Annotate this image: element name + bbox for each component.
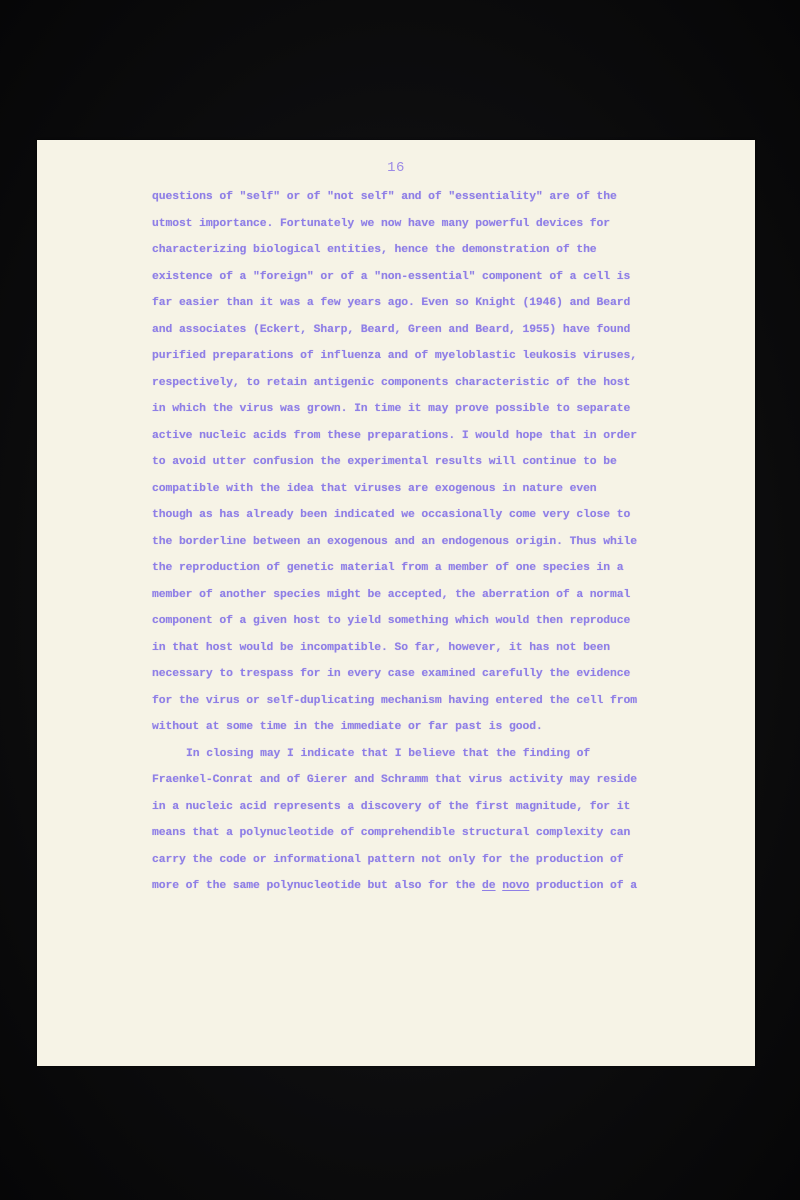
- text-line-25: means that a polynucleotide of comprehendible structural complexity can: [152, 827, 631, 839]
- text-line-24: in a nucleic acid represents a discovery of the first magnitude, for it: [152, 800, 631, 813]
- text-line-26: carry the code or informational pattern not only for the production of: [152, 853, 624, 866]
- text-line-10: active nucleic acids from these preparations. I would hope that in order: [152, 429, 637, 442]
- text-line-21: without at some time in the immediate or far past is good.: [152, 721, 543, 733]
- underlined-de: de: [482, 880, 496, 892]
- text-line-17: component of a given host to yield something which would then reproduce: [152, 615, 631, 627]
- text-line-3: characterizing biological entities, hence the demonstration of the: [152, 244, 597, 256]
- text-line-27: [152, 873, 712, 900]
- text-line-1: questions of "self" or of "not self" and of "essentiality" are of the: [152, 191, 617, 203]
- text-line-22: In closing may I indicate that I believe that the finding of: [186, 747, 591, 760]
- text-line-9: in which the virus was grown. In time it may prove possible to separate: [152, 403, 631, 415]
- text-line-16: member of another species might be accepted, the aberration of a normal: [152, 588, 631, 601]
- text-line-2: utmost importance. Fortunately we now have many powerful devices for: [152, 217, 611, 230]
- text-line-12: compatible with the idea that viruses are exogenous in nature even: [152, 482, 597, 495]
- text-line-23: Fraenkel-Conrat and of Gierer and Schramm that virus activity may reside: [152, 774, 637, 786]
- text-line-19: necessary to trespass for in every case examined carefully the evidence: [152, 668, 631, 680]
- text-line-6: and associates (Eckert, Sharp, Beard, Green and Beard, 1955) have found: [152, 323, 631, 336]
- text-line-5: far easier than it was a few years ago. Even so Knight (1946) and Beard: [152, 297, 631, 309]
- body-text: [152, 184, 712, 900]
- text-line-7: purified preparations of influenza and of myeloblastic leukosis viruses,: [152, 350, 637, 362]
- text-line-14: the borderline between an exogenous and an endogenous origin. Thus while: [152, 535, 637, 548]
- text-line-20: for the virus or self-duplicating mechanism having entered the cell from: [152, 694, 637, 707]
- text-line-15: the reproduction of genetic material from a member of one species in a: [152, 562, 624, 574]
- underlined-novo: novo: [502, 880, 530, 892]
- text-line-27-start: more of the same polynucleotide but also for the: [152, 880, 483, 892]
- text-line-13: though as has already been indicated we occasionally come very close to: [152, 509, 631, 521]
- text-line-27-end: production of a: [529, 880, 638, 892]
- page-number: 16: [387, 160, 405, 176]
- text-line-11: to avoid utter confusion the experimental results will continue to be: [152, 456, 617, 468]
- text-line-8: respectively, to retain antigenic components characteristic of the host: [152, 376, 631, 389]
- text-line-4: existence of a "foreign" or of a "non-essential" component of a cell is: [152, 270, 631, 283]
- text-line-18: in that host would be incompatible. So far, however, it has not been: [152, 641, 611, 654]
- typewritten-page: [37, 140, 755, 1066]
